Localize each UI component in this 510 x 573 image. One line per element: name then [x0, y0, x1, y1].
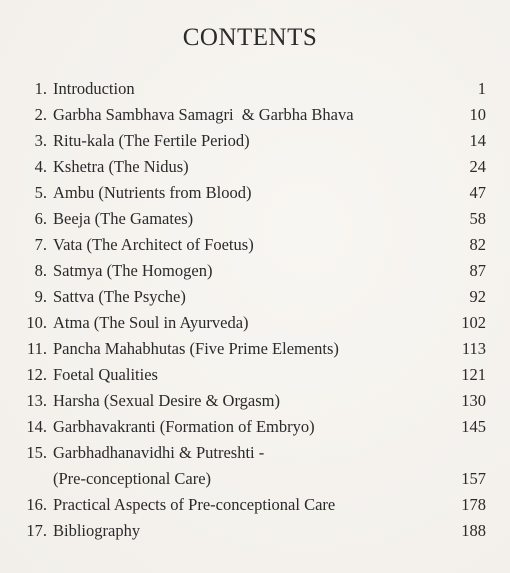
entry-title: [53, 154, 189, 180]
entry-page: 14: [469, 131, 486, 150]
entry-page: 92: [469, 287, 486, 306]
entry-title-line: Satmya (The Homogen): [53, 261, 213, 280]
entry-title: [53, 284, 186, 310]
entry-page: 113: [461, 339, 486, 358]
toc-entry: [0, 284, 510, 310]
entry-page: 58: [469, 209, 486, 228]
entry-title-line: Harsha (Sexual Desire & Orgasm): [53, 391, 280, 410]
entry-title-line: Bibliography: [53, 521, 141, 540]
toc-entry: [0, 128, 510, 154]
entry-title: [53, 310, 249, 336]
entry-number: 12.: [26, 365, 47, 384]
entry-number: 10.: [26, 313, 47, 332]
entry-title: [53, 76, 135, 102]
entry-number: 2.: [34, 105, 47, 124]
toc-entry: [0, 310, 510, 336]
entry-page: 188: [461, 521, 486, 540]
toc-entry: [0, 232, 510, 258]
entry-title: [53, 232, 254, 258]
entry-title-line: Ritu-kala (The Fertile Period): [53, 131, 250, 150]
entry-page: 145: [461, 417, 486, 436]
toc-entry: [0, 388, 510, 414]
entry-page: 1: [477, 79, 486, 98]
entry-page: 178: [461, 495, 486, 514]
entry-number: 4.: [34, 157, 47, 176]
entry-number: 3.: [34, 131, 47, 150]
entry-title-line: Garbha Sambhava Samagri & Garbha Bhava: [53, 105, 354, 124]
entry-title: [53, 362, 158, 388]
entry-page: 87: [469, 261, 486, 280]
entry-title: [53, 128, 250, 154]
entry-number: 9.: [34, 287, 47, 306]
entry-page: 24: [469, 157, 486, 176]
entry-page: 82: [469, 235, 486, 254]
entry-page: 157: [461, 469, 486, 488]
entry-page: 10: [469, 105, 486, 124]
entry-title-line: Vata (The Architect of Foetus): [53, 235, 254, 254]
toc-entry: [0, 518, 510, 544]
toc-entry: [0, 258, 510, 284]
entry-number: 17.: [26, 521, 47, 540]
entry-number: 8.: [34, 261, 47, 280]
entry-number: 13.: [26, 391, 47, 410]
entry-title-line: Practical Aspects of Pre-conceptional Care: [53, 495, 336, 514]
entry-number: 1.: [34, 79, 47, 98]
toc-entry: [0, 206, 510, 232]
entry-title: [53, 180, 251, 206]
entry-number: 14.: [26, 417, 47, 436]
entry-title-line: Atma (The Soul in Ayurveda): [53, 313, 249, 332]
entry-page: 47: [469, 183, 486, 202]
entry-title-line: (Pre-conceptional Care): [53, 469, 212, 488]
toc-entry: [0, 102, 510, 128]
entry-title-line: Pancha Mahabhutas (Five Prime Elements): [53, 339, 339, 358]
entry-title: [53, 388, 280, 414]
entry-title: [53, 440, 264, 492]
entry-title-line: Foetal Qualities: [53, 365, 158, 384]
entry-page: 121: [461, 365, 486, 384]
table-of-contents: [0, 76, 510, 544]
toc-entry: [0, 180, 510, 206]
entry-title: [53, 102, 354, 128]
entry-title-line: Garbhadhanavidhi & Putreshti -: [53, 443, 265, 462]
entry-title: [53, 414, 315, 440]
entry-page: 130: [461, 391, 486, 410]
entry-title: [53, 518, 140, 544]
toc-entry: [0, 414, 510, 440]
toc-entry: [0, 362, 510, 388]
entry-number: 7.: [34, 235, 47, 254]
toc-entry: [0, 440, 510, 492]
entry-title-line: Ambu (Nutrients from Blood): [53, 183, 252, 202]
entry-title: [53, 258, 212, 284]
toc-entry: [0, 336, 510, 362]
page-title: CONTENTS: [182, 24, 318, 51]
entry-title-line: Kshetra (The Nidus): [53, 157, 189, 176]
entry-title: [53, 206, 193, 232]
entry-number: 11.: [26, 339, 47, 358]
entry-number: 6.: [34, 209, 47, 228]
entry-number: 5.: [34, 183, 47, 202]
entry-number: 16.: [26, 495, 47, 514]
entry-number: 15.: [26, 443, 47, 462]
entry-title-line: Garbhavakranti (Formation of Embryo): [53, 417, 315, 436]
entry-title: [53, 336, 339, 362]
entry-title-line: Introduction: [53, 79, 135, 98]
toc-entry: [0, 154, 510, 180]
entry-title-line: Beeja (The Gamates): [53, 209, 194, 228]
toc-entry: [0, 492, 510, 518]
entry-page: 102: [461, 313, 486, 332]
entry-title-line: Sattva (The Psyche): [53, 287, 186, 306]
entry-title: [53, 492, 335, 518]
toc-entry: [0, 76, 510, 102]
